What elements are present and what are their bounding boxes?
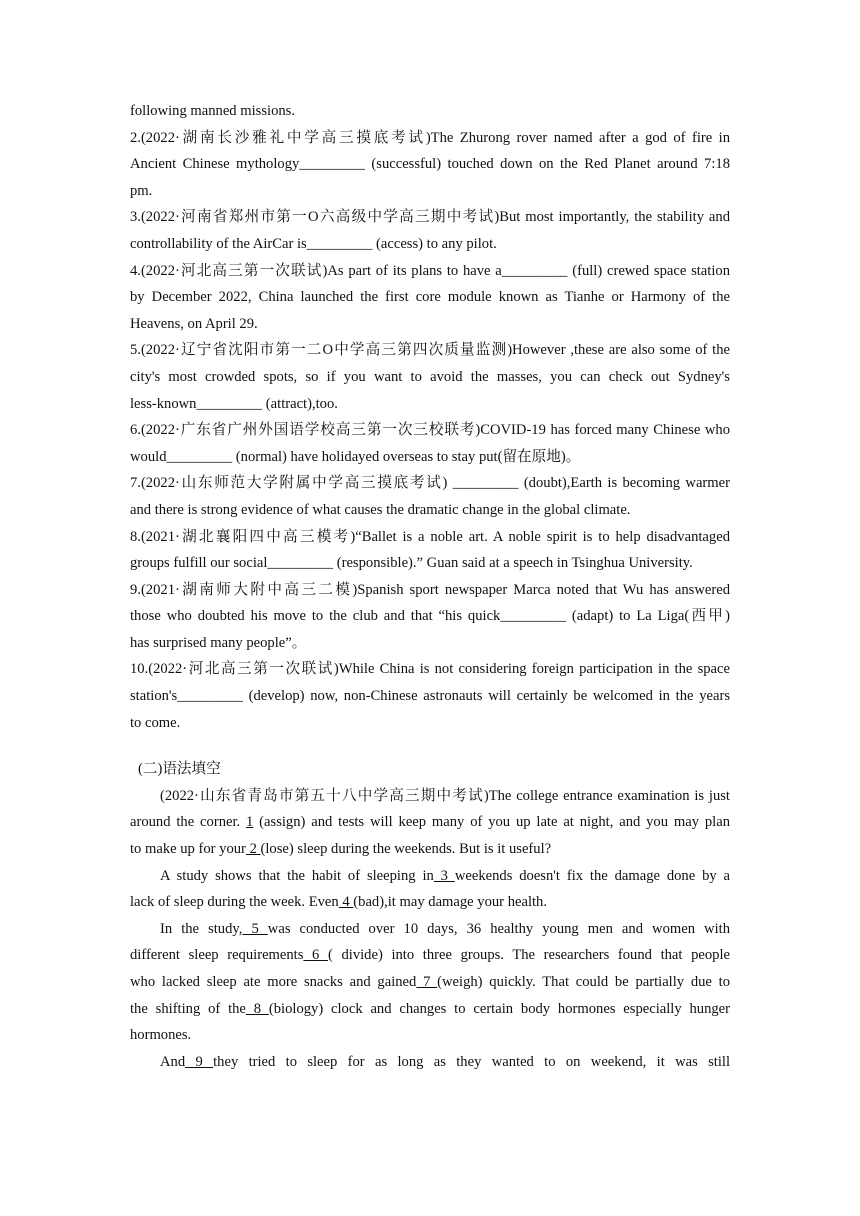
text-line: 4.(2022·河北高三第一次联试)As part of its plans to have a_________ (full) crewed space station <box>130 262 730 279</box>
text-line: those who doubted his move to the club and that “his quick_________ (adapt) to La Liga(西甲) <box>130 608 730 625</box>
blank-8: 8 <box>245 1000 269 1017</box>
text-line: pm. <box>130 182 153 199</box>
text-line: Ancient Chinese mythology_________ (successful) touched down on the Red Planet around 7:18 <box>130 156 730 173</box>
text-line: station's_________ (develop) now, non-Chinese astronauts will certainly be welcomed in the years <box>130 688 730 705</box>
text-line: 3.(2022·河南省郑州市第一O六高级中学高三期中考试)But most importantly, the stability and <box>130 209 730 226</box>
text-line: Heavens, on April 29. <box>130 315 258 332</box>
blank-4: 4 <box>338 894 354 911</box>
text-line: 9.(2021·湖南师大附中高三二模)Spanish sport newspaper Marca noted that Wu has answered <box>130 581 730 598</box>
text-line: controllability of the AirCar is_________ (access) to any pilot. <box>130 235 497 252</box>
section-gap <box>130 736 730 756</box>
passage-line: different sleep requirements 6 ( divide) into three groups. The researchers found that people <box>130 947 730 964</box>
passage-line: In the study, 5 was conducted over 10 days, 36 healthy young men and women with <box>160 920 730 937</box>
text-line: has surprised many people”。 <box>130 634 307 651</box>
passage-line: And 9 they tried to sleep for as long as they wanted to on weekend, it was still <box>160 1053 731 1070</box>
passage-line: who lacked sleep ate more snacks and gained 7 (weigh) quickly. That could be partially due to <box>130 974 731 990</box>
text-line: 6.(2022·广东省广州外国语学校高三第一次三校联考)COVID-19 has forced many Chinese who <box>130 422 730 439</box>
blank-3: 3 <box>433 867 455 884</box>
passage-line: to make up for your 2 (lose) sleep during the weekends. But is it useful? <box>130 841 552 858</box>
blank-6: 6 <box>303 947 328 964</box>
blank-7: 7 <box>416 974 438 990</box>
text-line: less-known_________ (attract),too. <box>130 395 338 412</box>
text-line: would_________ (normal) have holidayed overseas to stay put(留在原地)。 <box>130 448 581 465</box>
passage-line: around the corner. 1 (assign) and tests will keep many of you up late at night, and you may plan <box>130 814 730 831</box>
passage-line: hormones. <box>130 1027 192 1044</box>
section-title: (二)语法填空 <box>138 761 221 778</box>
blank-9: 9 <box>185 1053 214 1070</box>
document-body <box>130 98 730 1075</box>
text-line: 10.(2022·河北高三第一次联试)While China is not considering foreign participation in the space <box>130 661 730 678</box>
blank-5: 5 <box>242 920 268 937</box>
text-line: following manned missions. <box>130 103 295 119</box>
passage-line: lack of sleep during the week. Even 4 (bad),it may damage your health. <box>130 894 547 911</box>
text-line: 2.(2022·湖南长沙雅礼中学高三摸底考试)The Zhurong rover named after a god of fire in <box>130 129 730 146</box>
text-line: and there is strong evidence of what causes the dramatic change in the global climate. <box>130 501 631 518</box>
text-line: 8.(2021·湖北襄阳四中高三模考)“Ballet is a noble art. A noble spirit is to help disadvantaged <box>130 528 730 545</box>
blank-2: 2 <box>245 841 261 858</box>
text-line: groups fulfill our social_________ (responsible).” Guan said at a speech in Tsinghua University. <box>130 555 693 572</box>
text-line: 7.(2022·山东师范大学附属中学高三摸底考试) _________ (doubt),Earth is becoming warmer <box>130 475 730 492</box>
passage-line: (2022·山东省青岛市第五十八中学高三期中考试)The college entrance examination is just <box>160 787 730 804</box>
blank-1: 1 <box>246 814 254 831</box>
text-line: by December 2022, China launched the first core module known as Tianhe or Harmony of the <box>130 289 730 306</box>
text-line: to come. <box>130 714 181 731</box>
text-line: city's most crowded spots, so if you want to avoid the masses, you can check out Sydney's <box>130 368 730 385</box>
text-line: 5.(2022·辽宁省沈阳市第一二O中学高三第四次质量监测)However ,these are also some of the <box>130 342 730 359</box>
passage-line: A study shows that the habit of sleeping in 3 weekends doesn't fix the damage done by a <box>160 867 731 884</box>
passage-line: the shifting of the 8 (biology) clock and changes to certain body hormones especially hunger <box>130 1000 731 1017</box>
